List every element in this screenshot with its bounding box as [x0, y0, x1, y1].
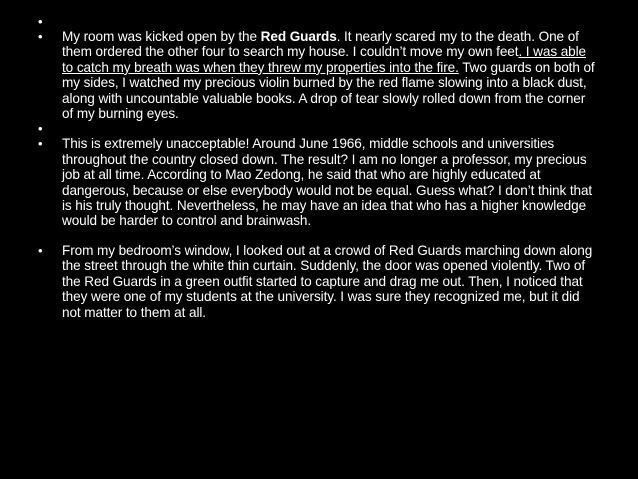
bullet-list: [38, 14, 598, 320]
bullet-text-part: My room was kicked open by the: [62, 29, 261, 44]
bullet-item-bedroom-window: [38, 243, 598, 320]
bullet-dot-icon: •: [38, 136, 43, 152]
bullet-item-schools-closed: [38, 136, 598, 228]
bullet-text: This is extremely unacceptable! Around June 1966, middle schools and universities throughout the country closed down. The result? I am no longer a professor, my precious job at all time. According to Mao Zedong, he said that who are highly educated at dangerous, because or else everybody would not be equal. Guess what? I don’t think that is his truly thought. Nevertheless, he may have an idea that who has a higher knowledge would be harder to control and brainwash.: [62, 136, 593, 229]
bullet-dot-icon: •: [38, 121, 43, 137]
bullet-text-underlined: . I was able to catch my breath was when they threw my properties into the fire.: [62, 44, 586, 75]
bullet-dot-icon: •: [38, 14, 43, 29]
bullet-text: From my bedroom’s window, I looked out at a crowd of Red Guards marching down along the street through the white thin curtain. Suddenly, the door was opened violently. Two of the Red Guards in a green outfit started to capture and drag me out. Then, I noticed that they were one of my students at the university. I was sure they recognized me, but it did not matter to them at all.: [62, 242, 593, 320]
bullet-dot-icon: •: [38, 29, 43, 44]
bullet-text-part: . It nearly scared my to the death. One of them ordered the other four to search my house. I couldn’t move my own feet: [62, 29, 579, 60]
bullet-item-red-guards-raid: [38, 29, 598, 121]
bullet-text-part: Two guards on both of my sides, I watched my precious violin burned by the red flame slowing into a black dust, along with uncountable valuable books. A drop of tear slowly rolled down from the corner of my burning eyes.: [62, 59, 595, 122]
bullet-item-empty-2: [38, 121, 598, 136]
bullet-text-bold: Red Guards: [260, 29, 337, 44]
bullet-item-empty-1: [38, 14, 598, 29]
bullet-dot-icon: •: [38, 242, 43, 258]
